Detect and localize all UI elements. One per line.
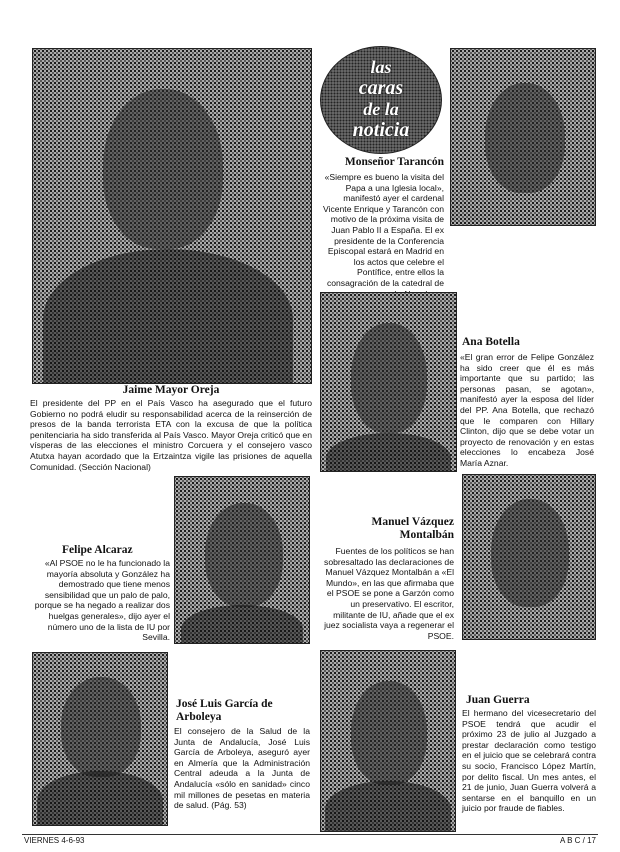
photo-botella	[320, 292, 457, 472]
photo-alcaraz	[174, 476, 310, 644]
logo-line-2: caras	[358, 77, 404, 99]
photo-guerra	[320, 650, 456, 832]
logo-line-3: de la	[363, 99, 399, 119]
name-taracon: Monseñor Tarancón	[344, 156, 444, 168]
logo-line-4: noticia	[352, 119, 410, 141]
text-guerra: El hermano del vicesecretario del PSOE tendrá que acudir el próximo 23 de julio al Juzgado a prestar declaración como testigo en el juicio que se celebrará contra su socio, Francisco López Martín, por delito fiscal. Un mes antes, el 21 de junio, Juan Guerra volverá a sentarse en el banquillo en un juicio por fraude de fiables.	[462, 708, 596, 814]
name-mayor-oreja: Jaime Mayor Oreja	[122, 384, 220, 396]
photo-vazquez-montalban	[462, 474, 596, 640]
text-taracon: «Siempre es bueno la visita del Papa a una Iglesia local», manifestó ayer el cardenal Vicente Enrique y Tarancón con motivo de la próxima visita de Juan Pablo II a España. El ex presidente de la Conferencia Episcopal estará en Madrid en los actos que celebre el Pontífice, entre ellos la consagración de la catedral de	[322, 172, 444, 288]
photo-mayor-oreja	[32, 48, 312, 384]
text-vazquez-montalban: Fuentes de los políticos se han sobresaltado las declaraciones de Manuel Vázquez Montalbán a «El Mundo», en las que afirmaba que el PSOE se pone a Garzón como un preservativo. El escritor, militante de IU, añade que el ex juez socialista vaya a regenerar el PSOE.	[324, 546, 454, 641]
footer-rule	[22, 834, 598, 835]
text-botella: «El gran error de Felipe González ha sido creer que él es más importante que su partido; las personas pasan, se agotan», manifestó ayer la esposa del líder del PP. Ana Botella, que rechazó que le comparen con Hillary Clinton, dijo que se debe votar un proyecto de renovación y en estas elecciones lo encabeza José María Aznar.	[460, 352, 594, 468]
name-guerra: Juan Guerra	[466, 694, 530, 706]
name-garcia-arboleya: José Luis García de Arboleya	[176, 698, 273, 723]
text-garcia-arboleya: El consejero de la Salud de la Junta de Andalucía, José Luis García de Arboleya, aseguró ayer en Almería que la Administración Central adeuda a la Junta de Andalucía «sólo en sanidad» cinco mil millones de pesetas en materia de salud. (Pág. 53)	[174, 726, 310, 811]
photo-taracon	[450, 48, 596, 226]
footer-date: VIERNES 4-6-93	[24, 836, 85, 845]
name-vazquez-montalban: Manuel Vázquez Montalbán	[371, 516, 454, 541]
footer-page: A B C / 17	[559, 836, 596, 845]
name-botella: Ana Botella	[462, 336, 520, 348]
text-alcaraz: «Al PSOE no le ha funcionado la mayoría absoluta y González ha demostrado que tiene menos sensibilidad que un palo de palo, porque se ha negado a realizar dos huelgas generales», dijo ayer el número uno de la lista de IU por Sevilla.	[34, 558, 170, 643]
name-alcaraz: Felipe Alcaraz	[62, 544, 133, 556]
photo-garcia-arboleya	[32, 652, 168, 826]
caras-de-la-noticia-logo	[320, 46, 442, 154]
text-mayor-oreja: El presidente del PP en el País Vasco ha asegurado que el futuro Gobierno no podrá eludir su responsabilidad acerca de la reinserción de presos de la banda terrorista ETA con la excusa de que la política penitenciaria ha sido transferida al País Vasco. Mayor Oreja criticó que en vísperas de las elecciones el ministro Corcuera y el consejero vasco Atutxa hayan acordado que la Ertzaintza vigile las prisiones de aquella Comunidad. (Sección Nacional)	[30, 398, 312, 472]
logo-line-1: las	[370, 57, 392, 77]
